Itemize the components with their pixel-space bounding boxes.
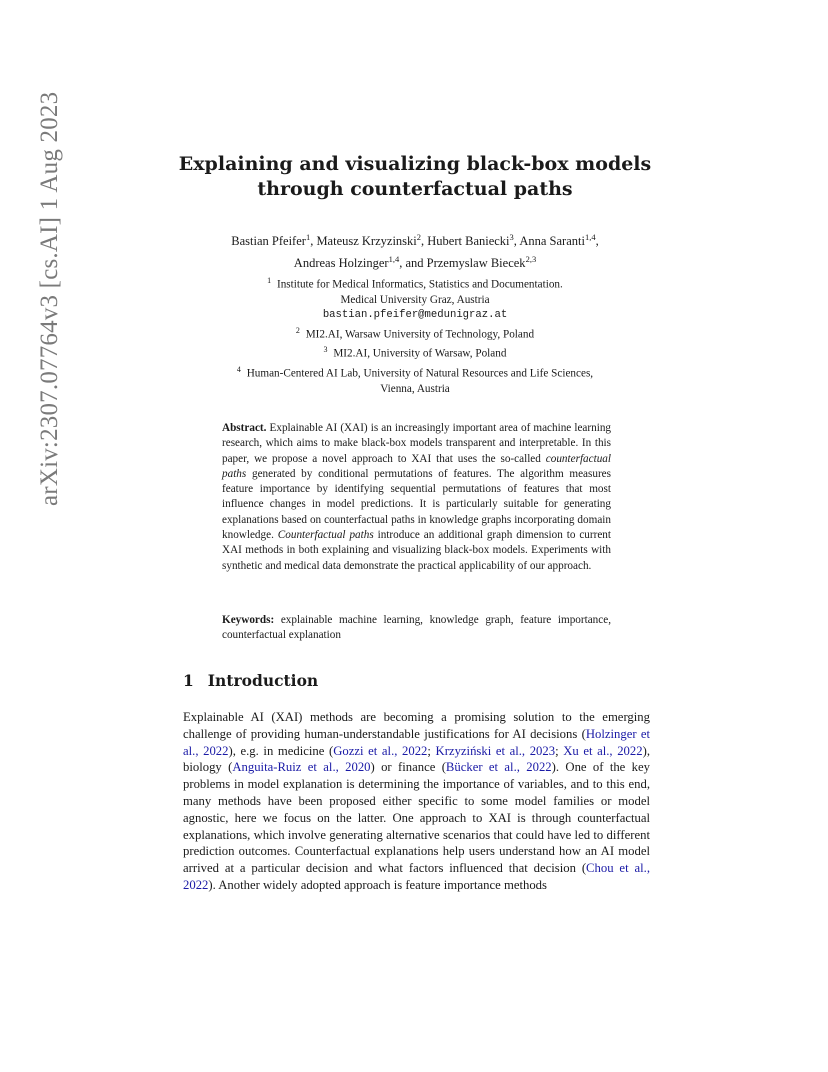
affiliations	[150, 273, 680, 397]
author-affil-mark: 2	[416, 232, 422, 242]
author-name: Bastian Pfeifer	[231, 234, 306, 249]
abstract-text: introduce an additional graph dimension to current XAI methods in both explaining and visualizing black-box models. Experiments with synthetic and medical data demonstrate the practical applicability of our approach.	[222, 529, 612, 572]
author-list: Bastian Pfeifer$^1$, Mateusz Krzyzinski$^2$, Hubert Baniecki$^3$, Anna Saranti$^{1,4}$, Andreas Holzinger$^{1,4}$, and Przemyslaw Biecek$^{2,3}$	[231, 232, 599, 271]
affiliation-2: $^2$ MI2.AI, Warsaw University of Technology, Poland	[295, 325, 535, 341]
abstract-text: generated by conditional permutations of features. The algorithm measures feature importance by identifying sequential permutations of features that most influence changes in model predictions. It is particularly suitable for generating explanations based on counterfactual paths in knowledge graphs incorporating domain knowledge.	[222, 467, 612, 542]
keywords-text: explainable machine learning, knowledge graph, feature importance, counterfactual explanation	[222, 614, 611, 642]
affiliation-4: $^4$ Human-Centered AI Lab, University of Natural Resources and Life Sciences,	[236, 365, 594, 380]
abstract-text: Explainable AI (XAI) is an increasingly important area of machine learning research, which aims to make black-box models transparent and interpretable. In this paper, we propose a novel approach to XAI that uses the so-called	[222, 422, 612, 465]
citation-link[interactable]: Holzinger et al., 2022	[183, 726, 650, 758]
affiliation-4-line-2: Vienna, Austria	[380, 382, 450, 395]
email-link[interactable]: bastian.pfeifer@medunigraz.at	[322, 308, 508, 321]
author-affil-mark: 1,4	[388, 254, 400, 265]
section-number: 1	[183, 671, 194, 690]
author-name: Anna Saranti	[519, 234, 585, 249]
citation-link[interactable]: Bücker et al., 2022	[445, 760, 552, 775]
author-affil-mark: 1,4	[584, 232, 596, 242]
author-affil-mark: 3	[509, 232, 514, 242]
author-affil-mark: 2,3	[525, 254, 537, 265]
introduction-paragraph: Explainable AI (XAI) methods are becoming a promising solution to the emerging challenge of providing human-understandable justifications for AI decisions (Holzinger et al., 2022), e.g. in medicine (Gozzi et al., 2022; Krzyziński et al., 2023; Xu et al., 2022), biology (Anguita-Ruiz et al., 2020) or finance (Bücker et al., 2022). One of the key problems in model explanation is determining the importance of variables, and to this end, many methods have been proposed either specific to some model families or model agnostic, here we focus on the latter. One approach to XAI is through counterfactual explanations, which involve generating alternative scenarios that could have led to different prediction outcomes. Counterfactual explanations help users understand how an AI model arrived at a particular decision and what factors influenced that decision (Chou et al., 2022). Another widely adopted approach is feature importance methods	[183, 710, 650, 892]
title-line-2: through counterfactual paths	[257, 178, 573, 200]
citation-link[interactable]: Chou et al., 2022	[183, 861, 650, 892]
keywords-label: Keywords:	[222, 614, 275, 626]
affiliation-1-line-2: Medical University Graz, Austria	[340, 293, 490, 306]
title-line-1: Explaining and visualizing black-box models	[178, 153, 652, 175]
section-title: Introduction	[207, 671, 319, 690]
citation-link[interactable]: Anguita-Ruiz et al., 2020	[232, 760, 371, 775]
paper-title	[150, 152, 680, 202]
abstract	[222, 421, 611, 574]
affiliation-1: $^1$ Institute for Medical Informatics, Statistics and Documentation.	[267, 276, 563, 291]
author-name: Andreas Holzinger	[293, 256, 389, 271]
keywords	[222, 613, 611, 644]
affiliation-3: $^3$ MI2.AI, University of Warsaw, Poland	[323, 345, 507, 361]
citation-link[interactable]: Xu et al., 2022	[563, 743, 643, 758]
author-name: Przemyslaw Biecek	[426, 256, 526, 271]
citation-link[interactable]: Krzyziński et al., 2023	[435, 743, 556, 758]
author-name: Mateusz Krzyzinski	[316, 234, 417, 249]
author-affil-mark: 1	[305, 232, 311, 242]
abstract-emphasis: Counterfactual paths	[277, 529, 374, 542]
abstract-label: Abstract.	[222, 422, 267, 434]
section-heading	[183, 671, 318, 690]
abstract-emphasis: counterfactual paths	[222, 452, 612, 480]
and-word: and	[405, 256, 424, 271]
author-name: Hubert Baniecki	[427, 234, 510, 249]
arxiv-identifier: arXiv:2307.07764v3 [cs.AI] 1 Aug 2023	[36, 91, 63, 506]
citation-link[interactable]: Gozzi et al., 2022	[333, 743, 428, 758]
